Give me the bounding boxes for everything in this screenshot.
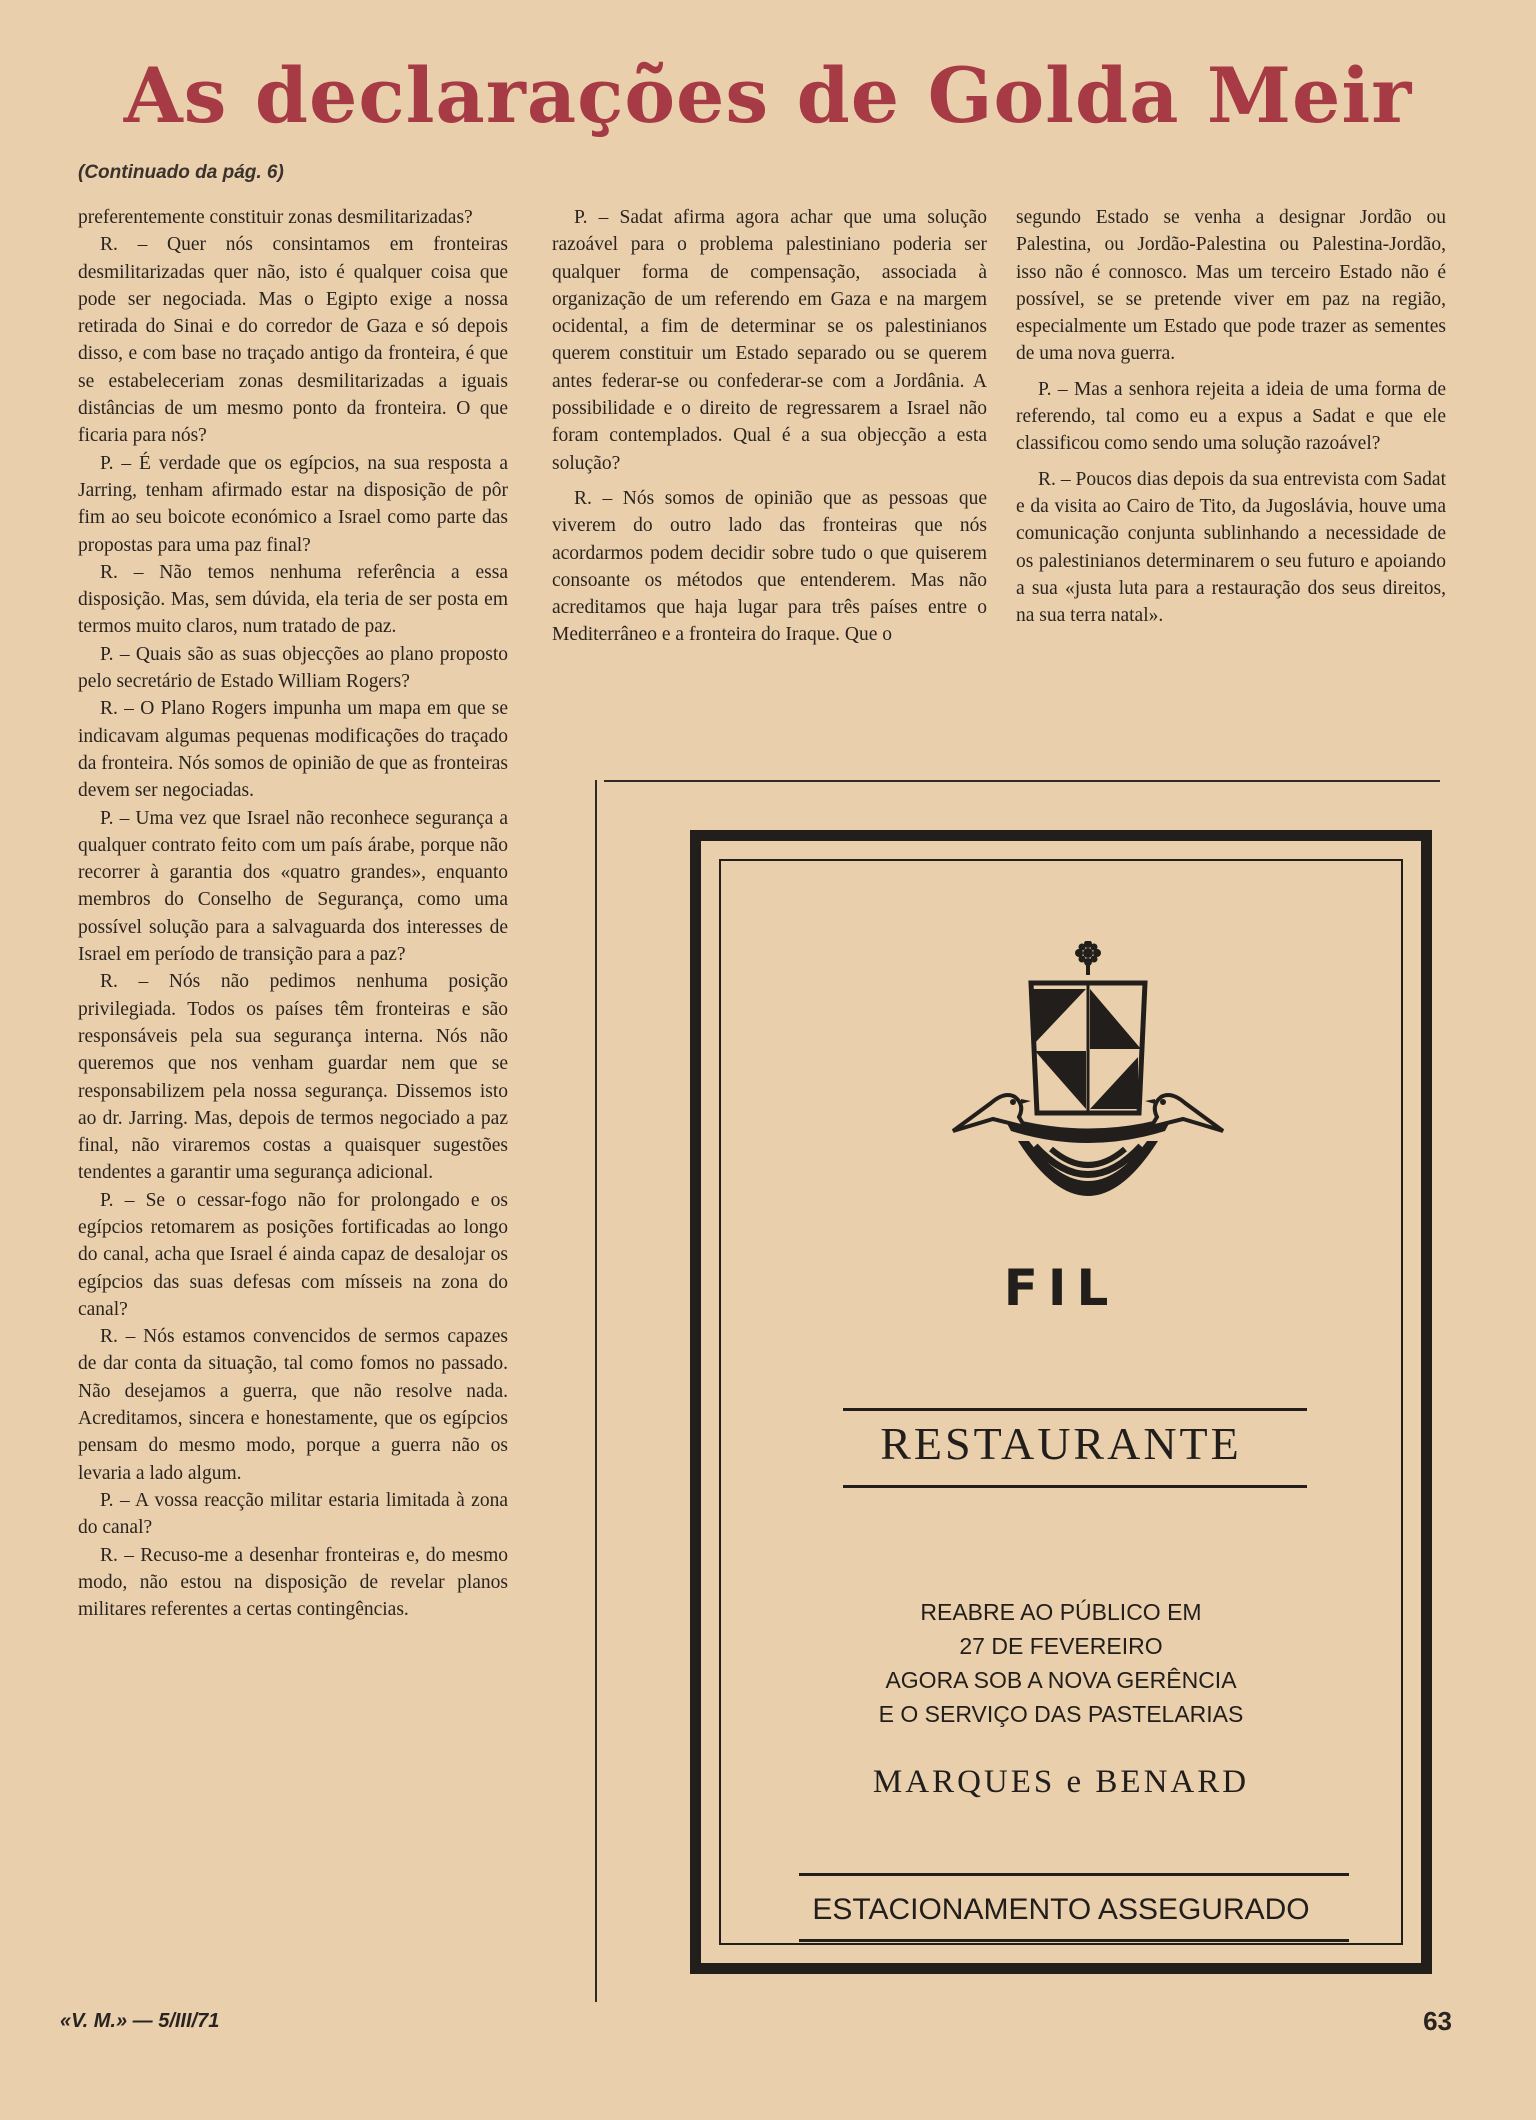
article-column-2 [552, 204, 987, 649]
ad-rule [799, 1939, 1349, 1942]
article-paragraph: P. – Mas a senhora rejeita a ideia de uma forma de referendo, tal como eu a expus a Sadat e que ele classificou como sendo uma solução razoável? [1016, 378, 1446, 455]
article-paragraph: preferentemente constituir zonas desmilitarizadas? [78, 207, 473, 228]
article-paragraph: P. – Se o cessar-fogo não for prolongado e os egípcios retomarem as posições fortificadas ao longo do canal, acha que Israel é ainda capaz de desalojar os egípcios das suas defesas com mísseis na zona do canal? [78, 1189, 508, 1320]
ad-divider-left [595, 780, 597, 2002]
article-paragraph: P. – Quais são as suas objecções ao plano proposto pelo secretário de Estado William Rogers? [78, 643, 508, 693]
article-paragraph: R. – Nós estamos convencidos de sermos capazes de dar conta da situação, tal como fomos no passado. Não desejamos a guerra, que não resolve nada. Acreditamos, sincera e honestamente, que os egípcios pensam do mesmo modo, porque a guerra não os levaria a lado algum. [78, 1326, 508, 1484]
article-paragraph: R. – Nós não pedimos nenhuma posição privilegiada. Todos os países têm fronteiras e são responsáveis pela sua segurança interna. Nós não queremos que nos venham guardar nem que se responsabilizem pela nossa segurança. Dissemos isto ao dr. Jarring. Mas, depois de termos negociado a paz final, não viraremos costas a quaisquer sugestões tendentes a garantir uma segurança adicional. [78, 971, 508, 1184]
article-paragraph: R. – Nós somos de opinião que as pessoas que viverem do outro lado das fronteiras que nós acordarmos podem decidir sobre tudo o que quiserem consoante os métodos que entenderem. Mas não acreditamos que haja lugar para três países entre o Mediterrâneo e a fronteira do Iraque. Que o [552, 487, 987, 646]
fil-caravel-logo-icon [933, 941, 1243, 1241]
article-paragraph: P. – Sadat afirma agora achar que uma solução razoável para o problema palestiniano poderia ser qualquer forma de compensação, associada à organização de um referendo em Gaza e na margem ocidental, a fim de determinar se os palestinianos querem constituir um Estado separado ou se querem antes federar-se ou confederar-se com a Jordânia. A possibilidade e o direito de regressarem a Israel não foram contemplados. Qual é a sua objecção a esta solução? [552, 207, 987, 474]
article-column-3 [1016, 204, 1446, 629]
ad-owners: MARQUES e BENARD [872, 1764, 1250, 1800]
restaurant-advertisement [690, 830, 1432, 1974]
ad-rule [843, 1408, 1307, 1411]
article-paragraph: P. – A vossa reacção militar estaria limitada à zona do canal? [78, 1489, 508, 1539]
ad-info-line: REABRE AO PÚBLICO EM [920, 1599, 1202, 1625]
page-title: As declarações de Golda Meir [123, 51, 1413, 140]
ad-info-line: E O SERVIÇO DAS PASTELARIAS [878, 1701, 1244, 1727]
article-paragraph: P. – É verdade que os egípcios, na sua resposta a Jarring, tenham afirmado estar na disposição de pôr fim ao seu boicote económico a Israel como parte das propostas para uma paz final? [78, 452, 508, 556]
ad-parking: ESTACIONAMENTO ASSEGURADO [812, 1893, 1310, 1926]
ad-rule [843, 1485, 1307, 1488]
ad-info-line: 27 DE FEVEREIRO [959, 1633, 1163, 1659]
article-paragraph: R. – Poucos dias depois da sua entrevista com Sadat e da visita ao Cairo de Tito, da Jugoslávia, houve uma comunicação conjunta sublinhando a necessidade de os palestinianos determinarem o seu futuro e apoiando a sua «justa luta para a restauração dos seus direitos, na sua terra natal». [1016, 468, 1446, 627]
ad-info-line: AGORA SOB A NOVA GERÊNCIA [885, 1667, 1237, 1693]
article-paragraph: R. – Quer nós consintamos em fronteiras desmilitarizadas quer não, isto é qualquer coisa que pode ser negociada. Mas o Egipto exige a nossa retirada do Sinai e do corredor de Gaza e só depois disso, e com base no traçado antigo da fronteira, é que se estabeleceriam zonas desmilitarizadas a iguais distâncias de um mesmo ponto da fronteira. O que ficaria para nós? [78, 234, 508, 447]
article-paragraph: R. – Recuso-me a desenhar fronteiras e, do mesmo modo, não estou na disposição de revelar planos militares referentes a certas contingências. [78, 1544, 508, 1621]
ad-info-block [721, 1595, 1401, 1731]
page-number: 63 [1423, 2006, 1452, 2036]
article-paragraph: segundo Estado se venha a designar Jordão ou Palestina, ou Jordão-Palestina ou Palestina-Jordão, isso não é connosco. Mas um terceiro Estado não é possível, se se pretende viver em paz na região, especialmente um Estado que pode trazer as sementes de uma nova guerra. [1016, 207, 1446, 365]
ad-rule [799, 1873, 1349, 1876]
article-column-1 [78, 204, 508, 1623]
issue-footer: «V. M.» — 5/III/71 [60, 2010, 220, 2032]
ad-category: RESTAURANTE [880, 1418, 1242, 1469]
ad-brand-name: FIL [1003, 1259, 1119, 1317]
continued-note: (Continuado da pág. 6) [78, 162, 284, 183]
article-paragraph: R. – O Plano Rogers impunha um mapa em que se indicavam algumas pequenas modificações do traçado da fronteira. Nós somos de opinião de que as fronteiras devem ser negociadas. [78, 698, 508, 802]
ad-divider-top [604, 780, 1440, 782]
article-paragraph: P. – Uma vez que Israel não reconhece segurança a qualquer contrato feito com um país árabe, porque não recorrer à garantia dos «quatro grandes», enquanto membros do Conselho de Segurança, como uma possível solução para a salvaguarda dos interesses de Israel em período de transição para a paz? [78, 807, 508, 966]
article-paragraph: R. – Não temos nenhuma referência a essa disposição. Mas, sem dúvida, ela teria de ser posta em termos muito claros, num tratado de paz. [78, 561, 508, 638]
ad-inner-frame [719, 859, 1403, 1945]
